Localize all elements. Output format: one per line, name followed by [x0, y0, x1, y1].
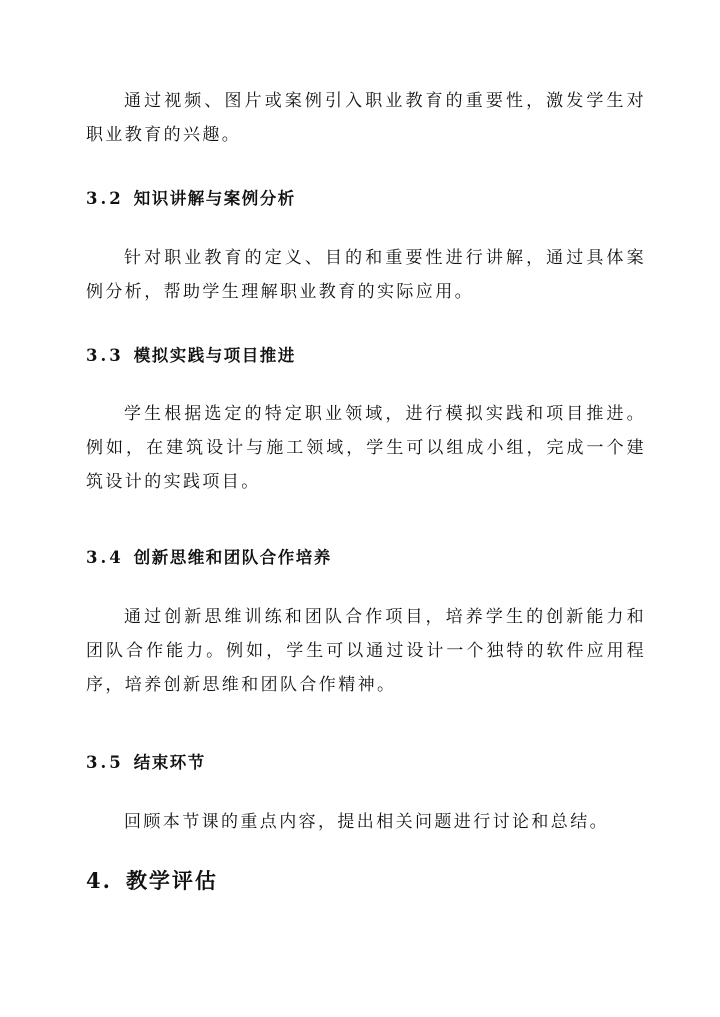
section-title: 结束环节: [133, 753, 206, 772]
section-title: 教学评估: [125, 868, 218, 893]
section-4-heading: [86, 866, 218, 896]
section-number: 4.: [86, 868, 112, 893]
section-3-2-heading: [86, 187, 296, 211]
section-number: 3.3: [86, 346, 124, 365]
section-3-5-paragraph: 回顾本节课的重点内容，提出相关问题进行讨论和总结。: [124, 812, 609, 832]
intro-paragraph: 通过视频、图片或案例引入职业教育的重要性，激发学生对职业教育的兴趣。: [86, 91, 646, 145]
section-number: 3.4: [86, 548, 124, 567]
section-3-4-heading: [86, 546, 332, 570]
section-3-5-heading: [86, 751, 206, 775]
section-3-3-paragraph: 学生根据选定的特定职业领域，进行模拟实践和项目推进。例如，在建筑设计与施工领域，学生可以组成小组，完成一个建筑设计的实践项目。: [86, 404, 646, 492]
section-title: 创新思维和团队合作培养: [133, 548, 332, 567]
section-title: 知识讲解与案例分析: [133, 189, 296, 208]
section-title: 模拟实践与项目推进: [133, 346, 296, 365]
section-3-4-paragraph: 通过创新思维训练和团队合作项目，培养学生的创新能力和团队合作能力。例如，学生可以通过设计一个独特的软件应用程序，培养创新思维和团队合作精神。: [86, 607, 646, 695]
section-number: 3.2: [86, 189, 124, 208]
section-3-2-paragraph: 针对职业教育的定义、目的和重要性进行讲解，通过具体案例分析，帮助学生理解职业教育的实际应用。: [86, 248, 646, 302]
section-number: 3.5: [86, 753, 124, 772]
section-3-3-heading: [86, 344, 296, 368]
